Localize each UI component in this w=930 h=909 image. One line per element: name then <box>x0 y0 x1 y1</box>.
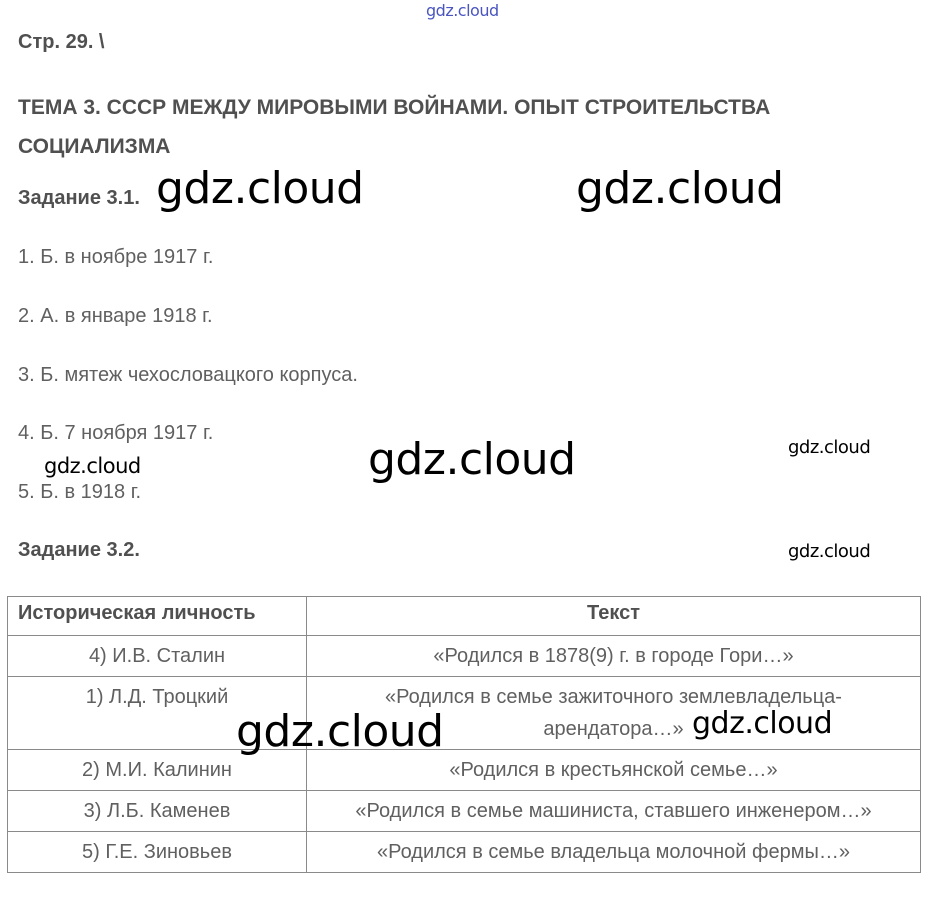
table-row <box>8 791 921 832</box>
answer-item: 1. Б. в ноябре 1917 г. <box>18 246 214 268</box>
watermark: gdz.cloud <box>368 434 576 485</box>
topic-heading: ТЕМА 3. СССР МЕЖДУ МИРОВЫМИ ВОЙНАМИ. ОПЫТ СТРОИТЕЛЬСТВА СОЦИАЛИЗМА <box>18 96 771 158</box>
column-header-text: Текст <box>307 597 921 636</box>
answer-item: 2. А. в январе 1918 г. <box>18 305 213 327</box>
page-reference: Стр. 29. \ <box>18 31 105 53</box>
table-row <box>8 832 921 873</box>
answer-item: 5. Б. в 1918 г. <box>18 481 142 503</box>
task-3-2-title: Задание 3.2. <box>18 539 140 561</box>
watermark: gdz.cloud <box>576 163 784 214</box>
person-cell: 4) И.В. Сталин <box>8 636 307 677</box>
table-row <box>8 636 921 677</box>
watermark: gdz.cloud <box>44 454 141 478</box>
text-cell: «Родился в семье машиниста, ставшего инженером…» <box>307 791 921 832</box>
text-cell: «Родился в 1878(9) г. в городе Гори…» <box>307 636 921 677</box>
column-header-person: Историческая личность <box>8 597 307 636</box>
watermark: gdz.cloud <box>692 706 833 741</box>
person-cell: 5) Г.Е. Зиновьев <box>8 832 307 873</box>
task-3-1-title: Задание 3.1. <box>18 187 140 209</box>
watermark: gdz.cloud <box>788 541 871 562</box>
watermark: gdz.cloud <box>788 437 871 458</box>
table-row <box>8 750 921 791</box>
table-header-row <box>8 597 921 636</box>
text-cell: «Родился в семье владельца молочной фермы…» <box>307 832 921 873</box>
watermark: gdz.cloud <box>156 163 364 214</box>
person-cell: 3) Л.Б. Каменев <box>8 791 307 832</box>
person-cell: 2) М.И. Калинин <box>8 750 307 791</box>
text-cell: «Родился в семье зажиточного землевладельца-арендатора…» <box>307 677 921 750</box>
answer-item: 4. Б. 7 ноября 1917 г. <box>18 422 214 444</box>
text-cell: «Родился в крестьянской семье…» <box>307 750 921 791</box>
watermark: gdz.cloud <box>236 706 444 757</box>
answer-item: 3. Б. мятеж чехословацкого корпуса. <box>18 364 358 386</box>
person-cell: 1) Л.Д. Троцкий <box>8 677 307 750</box>
watermark-top: gdz.cloud <box>426 1 499 20</box>
